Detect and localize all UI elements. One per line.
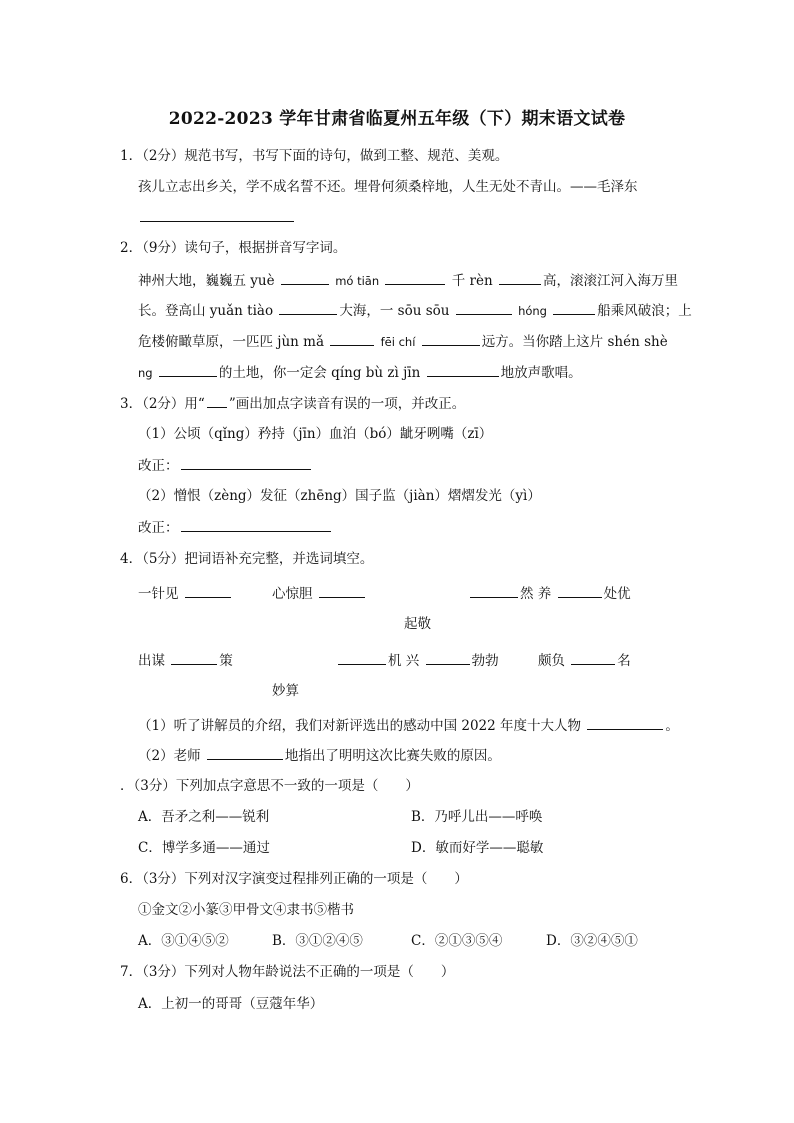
q3-header-b: ”画出加点字读音有误的一项，并改正。 bbox=[228, 396, 466, 412]
q3-underline-sample bbox=[207, 393, 227, 408]
q2-l2-a: 长。登高山 yuǎn tiào bbox=[138, 303, 274, 319]
q6-option-b[interactable]: B．③①②④⑤ bbox=[272, 933, 363, 949]
q4-w7-text: 策 bbox=[219, 653, 233, 669]
q2-l1-a: 神州大地，巍巍五 yuè bbox=[138, 273, 275, 289]
q1-poem: 孩儿立志出乡关，学不成名誓不还。埋骨何须桑梓地，人生无处不青山。——毛泽东 bbox=[138, 179, 638, 195]
q4-word-2 bbox=[272, 583, 367, 604]
q6-option-c[interactable]: C．②①③⑤④ bbox=[411, 933, 503, 949]
q3-part-1: （1）公顷（qǐng）矜持（jīn）血泊（bó）龇牙咧嘴（zī） bbox=[138, 426, 493, 442]
q2-l3-c: 远方。当你踏上这片 shén shè bbox=[481, 334, 668, 350]
q4-word-12: 妙算 bbox=[272, 683, 299, 699]
q2-l1-c: 千 rèn bbox=[451, 273, 493, 289]
q2-blank-9[interactable] bbox=[159, 362, 217, 377]
q4-sentence-1 bbox=[138, 715, 679, 736]
q2-line-1 bbox=[138, 270, 678, 291]
q4-blank-7[interactable] bbox=[426, 650, 470, 665]
q2-header: 2．（9分）读句子，根据拼音写字词。 bbox=[120, 240, 347, 256]
q3-fix-1-blank[interactable] bbox=[181, 455, 311, 470]
q4-header: 4．（5分）把词语补充完整，并选词填空。 bbox=[120, 551, 374, 567]
q2-l2-b: 大海，一 sōu sōu bbox=[339, 303, 450, 319]
q4-blank-3[interactable] bbox=[470, 583, 518, 598]
q3-fix-1 bbox=[138, 455, 313, 476]
q4-sentence-2-blank[interactable] bbox=[207, 745, 283, 760]
q2-l3-a: 危楼俯瞰草原，一匹匹 jùn mǎ bbox=[138, 334, 325, 350]
q3-fix-2-blank[interactable] bbox=[181, 517, 331, 532]
q2-blank-8[interactable] bbox=[422, 331, 480, 346]
q2-blank-7[interactable] bbox=[330, 331, 374, 346]
q2-l1-d: 高，滚滚江河入海万里 bbox=[542, 273, 678, 289]
q3-fix-2-label: 改正： bbox=[138, 520, 179, 536]
q2-blank-10[interactable] bbox=[427, 362, 499, 377]
q4-w9-text: 勃勃 bbox=[471, 653, 499, 669]
q3-header-a: 3．（2分）用“ bbox=[120, 396, 205, 412]
q4-blank-1[interactable] bbox=[185, 583, 231, 598]
q2-l2-d: 船乘风破浪；上 bbox=[597, 303, 692, 319]
q7-option-a[interactable]: A．上初一的哥哥（豆蔻年华） bbox=[138, 996, 324, 1012]
q4-word-6 bbox=[138, 650, 233, 671]
q4-s2-a: （2）老师 bbox=[138, 748, 201, 764]
q4-s1-text: （1）听了讲解员的介绍，我们对新评选出的感动中国 2022 年度十大人物 bbox=[138, 718, 582, 734]
q4-w1-text: 一针见 bbox=[138, 586, 179, 602]
q4-s2-b: 地指出了明明这次比赛失败的原因。 bbox=[284, 748, 501, 764]
q6-option-d[interactable]: D．③②④⑤① bbox=[546, 933, 638, 949]
q6-header: 6．（3分）下列对汉字演变过程排列正确的一项是（ ） bbox=[120, 871, 468, 887]
q4-sentence-2 bbox=[138, 745, 501, 766]
q4-blank-5[interactable] bbox=[171, 650, 217, 665]
q3-fix-2 bbox=[138, 517, 333, 538]
q2-l3-b: fēi chí bbox=[380, 335, 416, 349]
q4-w4-text: 处优 bbox=[603, 586, 631, 602]
q4-w11-text: 名 bbox=[617, 653, 631, 669]
q4-w6-text: 出谋 bbox=[138, 653, 165, 669]
q5-option-a[interactable]: A．吾矛之利——锐利 bbox=[138, 809, 270, 825]
q7-header: 7．（3分）下列对人物年龄说法不正确的一项是（ ） bbox=[120, 964, 455, 980]
q4-word-8 bbox=[336, 650, 499, 671]
q4-sentence-1-blank[interactable] bbox=[587, 715, 663, 730]
q4-word-1 bbox=[138, 583, 233, 604]
q2-l4-c: 地放声歌唱。 bbox=[500, 365, 582, 381]
q2-line-4 bbox=[138, 362, 582, 383]
q2-blank-1[interactable] bbox=[281, 270, 329, 285]
q1-answer-blank[interactable] bbox=[138, 207, 296, 228]
q2-l4-b: 的土地，你一定会 qíng bù zì jīn bbox=[218, 365, 421, 381]
q5-option-d[interactable]: D．敏而好学——聪敏 bbox=[411, 840, 544, 856]
q4-w8-text: 机 兴 bbox=[388, 653, 420, 669]
q4-w10-text: 颇负 bbox=[538, 653, 565, 669]
q4-s1-end: 。 bbox=[665, 718, 679, 734]
q2-blank-6[interactable] bbox=[553, 300, 595, 315]
q4-word-10 bbox=[538, 650, 631, 671]
q4-word-5: 起敬 bbox=[404, 616, 431, 632]
q6-items: ①金文②小篆③甲骨文④隶书⑤楷书 bbox=[138, 902, 354, 918]
q3-fix-1-label: 改正： bbox=[138, 458, 179, 474]
q3-header bbox=[120, 393, 465, 414]
q3-part-2: （2）憎恨（zèng）发征（zhēng）国子监（jiàn）熠熠发光（yì） bbox=[138, 488, 541, 504]
q1-header: 1．（2分）规范书写，书写下面的诗句，做到工整、规范、美观。 bbox=[120, 148, 509, 164]
q2-l1-b: mó tiān bbox=[335, 274, 380, 288]
q2-blank-3[interactable] bbox=[499, 270, 541, 285]
q2-blank-5[interactable] bbox=[456, 300, 512, 315]
q2-l2-c: hóng bbox=[518, 304, 547, 318]
q5-header: ．（3分）下列加点字意思不一致的一项是（ ） bbox=[120, 778, 419, 794]
q4-w2-text: 心惊胆 bbox=[272, 586, 313, 602]
q4-blank-6[interactable] bbox=[338, 650, 386, 665]
q6-option-a[interactable]: A．③①④⑤② bbox=[138, 933, 229, 949]
q5-option-b[interactable]: B．乃呼儿出——呼唤 bbox=[411, 809, 543, 825]
q2-line-3 bbox=[138, 331, 668, 352]
q4-blank-8[interactable] bbox=[571, 650, 615, 665]
q2-l4-a: ng bbox=[138, 366, 153, 380]
q4-blank-2[interactable] bbox=[319, 583, 365, 598]
q2-line-2 bbox=[138, 300, 692, 321]
q5-option-c[interactable]: C．博学多通——通过 bbox=[138, 840, 270, 856]
q4-word-3 bbox=[468, 583, 631, 604]
q4-blank-4[interactable] bbox=[558, 583, 602, 598]
q4-w3-text: 然 养 bbox=[520, 586, 552, 602]
q2-blank-4[interactable] bbox=[279, 300, 337, 315]
page-title: 2022-2023 学年甘肃省临夏州五年级（下）期末语文试卷 bbox=[168, 109, 626, 129]
q2-blank-2[interactable] bbox=[385, 270, 445, 285]
